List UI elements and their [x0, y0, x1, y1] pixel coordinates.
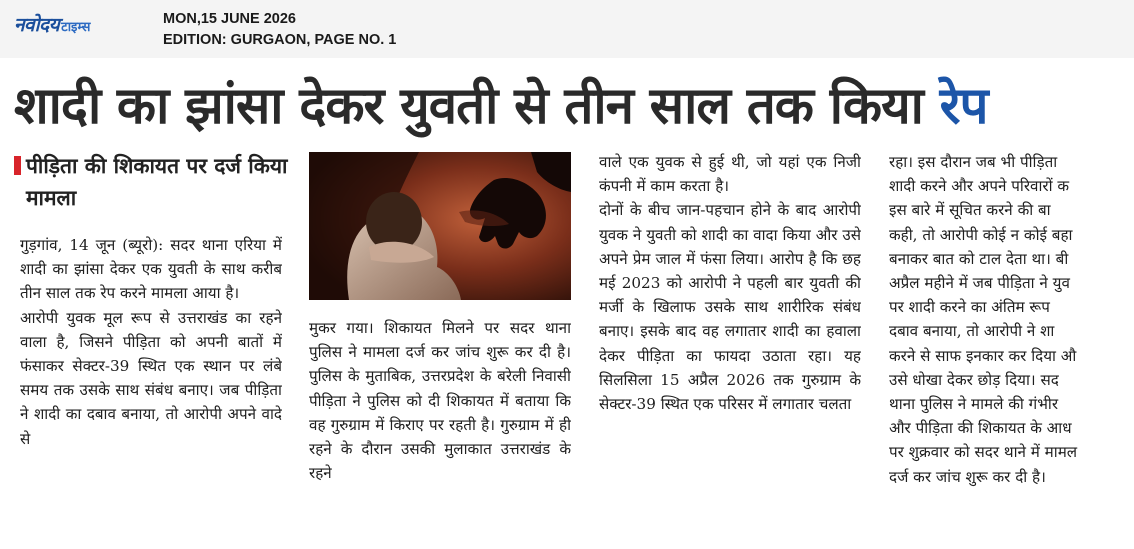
newspaper-logo — [14, 11, 90, 35]
subheading-marker — [14, 156, 21, 175]
article-column-1: गुड़गांव, 14 जून (ब्यूरो): सदर थाना एरिया में शादी का झांसा देकर एक युवती के साथ करीब तीन साल तक रेप करने मामला आया है। आरोपी युवक मूल रूप से उत्तराखंड का रहने वाला है, जिसने पीड़िता को अपनी बातों में फंसाकर सेक्टर-39 स्थित एक स्थान पर लंबे समय तक उसके साथ संबंध बनाए। जब पीड़िता ने शादी का दबाव बनाया, तो आरोपी अपने वादे से — [20, 236, 282, 448]
article-column-4: रहा। इस दौरान जब भी पीड़िता शादी करने और अपने परिवारों क इस बारे में सूचित करने की बा कही, तो आरोपी कोई न कोई बहा बनाकर बात को टाल देता था। बी अप्रैल महीने में जब पीड़िता ने युव पर शादी करने का अंतिम रूप दबाव बनाया, तो आरोपी ने शा करने से साफ इनकार कर दिया औ उसे धोखा देकर छोड़ दिया। सद थाना पुलिस ने मामले की गंभीर और पीड़िता की शिकायत के आध पर शुक्रवार को सदर थाने में मामल दर्ज कर जांच शुरू कर दी है। — [889, 153, 1078, 486]
newspaper-header — [0, 0, 1134, 58]
headline-accent: रेप — [939, 77, 988, 136]
article-column-3: वाले एक युवक से हुई थी, जो यहां एक निजी कंपनी में काम करता है। दोनों के बीच जान-पहचान होने के बाद आरोपी युवक ने युवती को शादी का वादा किया और उसे अपने प्रेम जाल में फंसा लिया। आरोप है कि छह मई 2023 को आरोपी ने पहली बार युवती की मर्जी के खिलाफ उसके साथ शारीरिक संबंध बनाए। इसके बाद वह लगातार शादी का हवाला देकर पीड़िता का फायदा उठाता रहा। यह सिलसिला 15 अप्रैल 2026 तक गुरुग्राम के सेक्टर-39 स्थित एक परिसर में लगातार चलता — [599, 153, 861, 414]
logo-main-text: नवोदय — [14, 14, 60, 36]
article-column-2: मुकर गया। शिकायत मिलने पर सदर थाना पुलिस ने मामला दर्ज कर जांच शुरू कर दी है। पुलिस के मुताबिक, उत्तरप्रदेश के बरेली निवासी पीड़िता ने पुलिस को दी शिकायत में बताया कि वह गुरुग्राम में किराए पर रहती है। गुरुग्राम में ही रहने के दौरान उसकी मुलाकात उत्तराखंड के रहने — [309, 319, 571, 483]
article-photo — [309, 152, 571, 300]
publication-date: MON,15 JUNE 2026 — [163, 11, 296, 27]
headline-main: शादी का झांसा देकर युवती से तीन साल तक किया — [14, 77, 940, 136]
edition-meta — [163, 9, 396, 51]
article-subheading: पीड़िता की शिकायत पर दर्ज किया मामला — [26, 154, 288, 210]
logo-sub-text: टाइम्स — [61, 20, 91, 35]
edition-info: EDITION: GURGAON, PAGE NO. 1 — [163, 32, 397, 48]
article-headline — [14, 74, 1134, 144]
article-illustration — [309, 152, 571, 300]
